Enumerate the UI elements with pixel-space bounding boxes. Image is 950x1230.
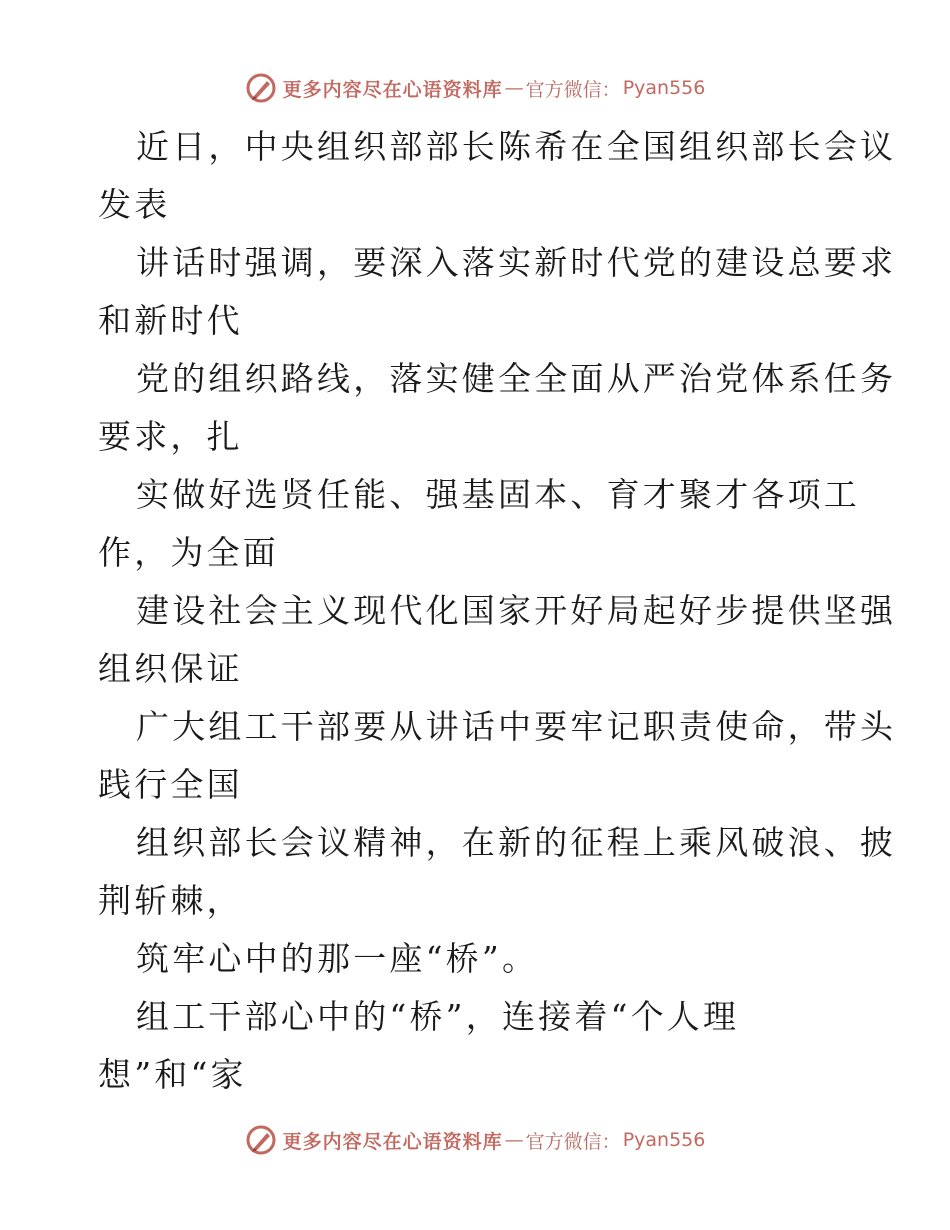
watermark-wechat-id: Pyan556 [622,77,706,99]
paragraph-first-line: 讲话时强调，要深入落实新时代党的建设总要求 [136,243,897,282]
paragraph-first-line: 近日，中央组织部部长陈希在全国组织部长会议 [136,127,897,166]
paragraph-first-line: 广大组工干部要从讲话中要牢记职责使命，带头 [136,707,897,746]
paragraph-continuation: 荆斩棘， [98,881,243,920]
paragraph [98,350,897,466]
paragraph-continuation: 组织保证 [98,649,243,688]
paragraph [98,118,897,234]
watermark-wechat-label: 官方微信： [525,1130,621,1153]
watermark-dash: — [504,77,524,99]
paragraph-continuation: 想”和“家 [98,1055,247,1094]
pen-logo-icon [245,1124,277,1156]
paragraph-continuation: 作，为全面 [98,533,279,572]
paragraph-first-line: 实做好选贤任能、强基固本、育才聚才各项工 [136,475,860,514]
paragraph [98,466,868,582]
paragraph-continuation: 践行全国 [98,765,243,804]
watermark-site-name: 更多内容尽在心语资料库 [282,1130,503,1153]
footer-watermark [0,1124,950,1156]
paragraph-first-line: 筑牢心中的那一座“桥”。 [136,939,539,978]
watermark-dash: — [504,1129,524,1151]
paragraph-first-line: 党的组织路线，落实健全全面从严治党体系任务 [136,359,897,398]
paragraph [98,234,897,350]
pen-logo-icon [245,72,277,104]
paragraph [98,930,868,988]
header-watermark [0,72,950,104]
paragraph-first-line: 组织部长会议精神，在新的征程上乘风破浪、披 [136,823,897,862]
paragraph [98,698,897,814]
paragraph-continuation: 要求，扎 [98,417,243,456]
paragraph-continuation: 发表 [98,185,171,224]
document-body [98,118,897,1104]
paragraph-first-line: 建设社会主义现代化国家开好局起好步提供坚强 [136,591,897,630]
paragraph [98,582,897,698]
paragraph [98,814,897,930]
paragraph [98,988,868,1104]
watermark-wechat-id: Pyan556 [622,1129,706,1151]
watermark-wechat-label: 官方微信： [525,78,621,101]
paragraph-continuation: 和新时代 [98,301,243,340]
watermark-site-name: 更多内容尽在心语资料库 [282,78,503,101]
paragraph-first-line: 组工干部心中的“桥”，连接着“个人理 [136,997,740,1036]
